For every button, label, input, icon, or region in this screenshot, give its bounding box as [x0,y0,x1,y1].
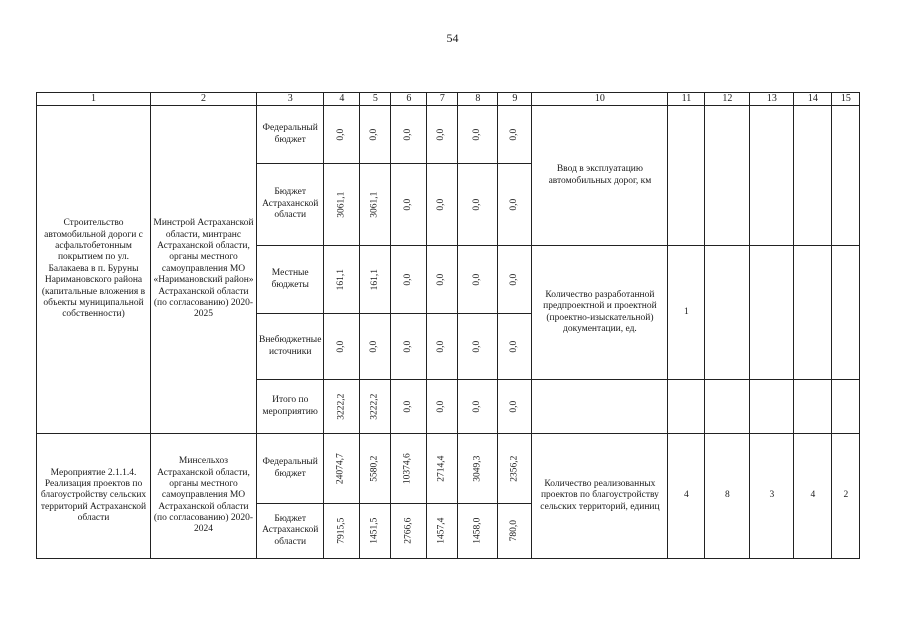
col-header: 8 [458,93,498,106]
col-header: 2 [151,93,257,106]
value-cell: 0,0 [436,128,447,141]
value-cell: 3222,2 [369,393,380,420]
value-cell: 1451,5 [369,517,380,545]
col-header: 12 [705,93,750,106]
value-cell: 161,1 [369,268,380,291]
value-cell: 3061,1 [336,191,347,218]
value-cell: 161,1 [336,268,347,291]
source-cell: Бюджет Астраханской области [257,164,324,246]
col-header: 13 [750,93,794,106]
indicator-value: 2 [832,434,860,559]
col-header: 7 [427,93,458,106]
indicator-cell: Ввод в эксплуатацию автомобильных дорог, км [532,106,668,246]
indicator-cell: Количество разработанной предпроектной и проектной (проектно-изыскательной) документации, ед. [532,246,668,380]
value-cell: 0,0 [509,273,520,286]
source-cell: Бюджет Астраханской области [257,504,324,559]
activity-cell: Строительство автомобильной дороги с асфальтобетонным покрытием по ул. Балакаева в п. Буруны Наримановского района (капитальные вложения в объекты муниципальной собственности) [37,106,151,434]
value-cell: 0,0 [403,128,414,141]
executor-cell: Минстрой Астраханской области, минтранс Астраханской области, органы местного самоуправления МО «Наримановский район» Астраханской области (по согласованию) 2020-2025 [151,106,257,434]
value-cell: 1458,0 [472,517,483,545]
header-row [37,93,860,106]
col-header: 9 [498,93,532,106]
indicator-value: 8 [705,434,750,559]
col-header: 1 [37,93,151,106]
source-cell: Итого по мероприятию [257,380,324,434]
value-cell: 10374,6 [403,453,414,484]
value-cell: 0,0 [436,400,447,413]
value-cell: 24074,7 [336,453,347,484]
value-cell: 5580,2 [369,455,380,482]
value-cell: 0,0 [472,273,483,286]
value-cell: 3222,2 [336,393,347,420]
col-header: 10 [532,93,668,106]
indicator-value: 3 [750,434,794,559]
value-cell: 7915,5 [336,517,347,545]
value-cell: 3049,3 [472,455,483,482]
value-cell: 0,0 [472,340,483,353]
col-header: 6 [391,93,427,106]
value-cell: 0,0 [509,400,520,413]
value-cell: 1457,4 [436,517,447,545]
table-row [37,106,860,164]
value-cell: 2714,4 [436,455,447,482]
value-cell: 0,0 [403,198,414,211]
col-header: 11 [668,93,705,106]
col-header: 14 [794,93,832,106]
value-cell: 0,0 [509,128,520,141]
executor-cell: Минсельхоз Астраханской области, органы местного самоуправления МО Астраханской области (по согласованию) 2020-2024 [151,434,257,559]
value-cell: 0,0 [436,273,447,286]
value-cell: 0,0 [472,128,483,141]
value-cell: 0,0 [403,340,414,353]
value-cell: 0,0 [336,128,347,141]
indicator-cell: Количество реализованных проектов по благоустройству сельских территорий, единиц [532,434,668,559]
value-cell: 0,0 [336,340,347,353]
value-cell: 0,0 [509,198,520,211]
value-cell: 0,0 [509,340,520,353]
activity-cell: Мероприятие 2.1.1.4. Реализация проектов по благоустройству сельских территорий Астраханской области [37,434,151,559]
value-cell: 0,0 [472,400,483,413]
indicator-value: 4 [794,434,832,559]
col-header: 3 [257,93,324,106]
col-header: 15 [832,93,860,106]
table-row [37,434,860,504]
indicator-value: 1 [668,246,705,380]
value-cell: 0,0 [436,340,447,353]
value-cell: 0,0 [436,198,447,211]
col-header: 4 [324,93,360,106]
page-number: 54 [446,31,459,45]
value-cell: 2766,6 [403,517,414,545]
source-cell: Федеральный бюджет [257,106,324,164]
value-cell: 0,0 [369,128,380,141]
col-header: 5 [360,93,391,106]
source-cell: Внебюджетные источники [257,314,324,380]
source-cell: Федеральный бюджет [257,434,324,504]
value-cell: 0,0 [403,400,414,413]
value-cell: 0,0 [472,198,483,211]
value-cell: 0,0 [403,273,414,286]
budget-table [36,92,860,559]
indicator-value: 4 [668,434,705,559]
value-cell: 780,0 [509,520,520,542]
value-cell: 0,0 [369,340,380,353]
value-cell: 3061,1 [369,191,380,218]
value-cell: 2356,2 [509,455,520,482]
source-cell: Местные бюджеты [257,246,324,314]
